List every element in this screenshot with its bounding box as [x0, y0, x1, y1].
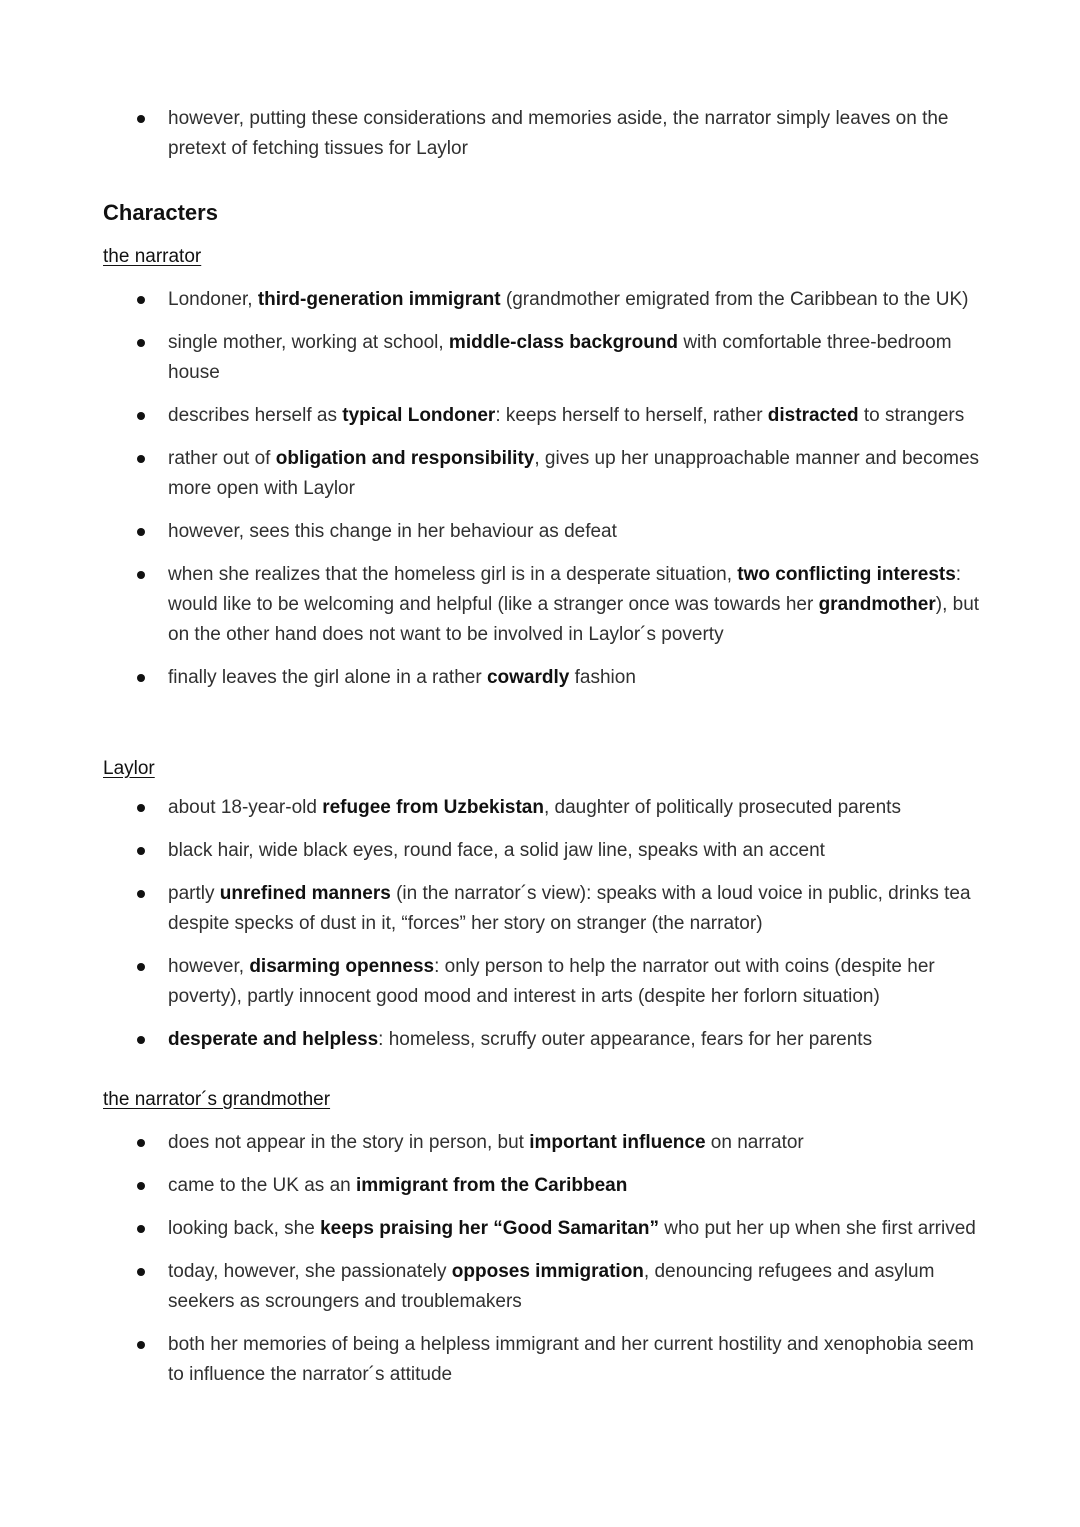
- bold-text-run: desperate and helpless: [168, 1029, 379, 1050]
- section-title-narrator: the narrator: [103, 246, 202, 267]
- text-run: when she realizes that the homeless girl is in a desperate situation,: [168, 564, 738, 585]
- text-run: Londoner,: [168, 289, 258, 310]
- bullet-dot-icon: [137, 339, 145, 347]
- text-run: looking back, she: [168, 1218, 321, 1239]
- text-run: ), but on the other hand does not want to be involved in Laylor´s poverty: [168, 594, 980, 645]
- bullet-dot-icon: [137, 890, 145, 898]
- bold-text-run: third-generation immigrant: [257, 289, 501, 310]
- narrator-list: [0, 285, 1080, 693]
- bullet-item: [0, 401, 1080, 431]
- bullet-dot-icon: [137, 1225, 145, 1233]
- bullet-item: [0, 560, 1080, 650]
- bold-text-run: unrefined manners: [219, 883, 391, 904]
- bullet-dot-icon: [137, 571, 145, 579]
- bold-text-run: immigrant from the Caribbean: [356, 1175, 628, 1196]
- text-run: , daughter of politically prosecuted parents: [543, 797, 901, 818]
- bullet-item: [0, 517, 1080, 547]
- text-run: today, however, she passionately: [168, 1261, 452, 1282]
- bold-text-run: refugee from Uzbekistan: [322, 797, 544, 818]
- bold-text-run: obligation and responsibility: [275, 448, 535, 469]
- text-run: however,: [168, 956, 250, 977]
- laylor-section: [0, 793, 1080, 1068]
- bullet-dot-icon: [137, 847, 145, 855]
- bullet-item: [0, 952, 1080, 1012]
- bold-text-run: important influence: [529, 1132, 706, 1153]
- bold-text-run: disarming openness: [249, 956, 435, 977]
- text-run: (grandmother emigrated from the Caribbean to the UK): [500, 289, 969, 310]
- bold-text-run: opposes immigration: [451, 1261, 644, 1282]
- text-run: : only person to help the narrator out with coins (despite her poverty), partly innocent good mood and interest in arts (despite her forlorn situation): [168, 956, 935, 1007]
- section-title-laylor: Laylor: [103, 758, 155, 779]
- bullet-item: [0, 663, 1080, 693]
- text-run: : would like to be welcoming and helpful (like a stranger once was towards her: [168, 564, 962, 615]
- text-run: : homeless, scruffy outer appearance, fears for her parents: [378, 1029, 873, 1050]
- bullet-dot-icon: [137, 804, 145, 812]
- intro-list: [0, 104, 1080, 164]
- bullet-item: [0, 328, 1080, 388]
- bold-text-run: middle-class background: [448, 332, 679, 353]
- text-run: rather out of: [168, 448, 276, 469]
- text-run: , denouncing refugees and asylum seekers as scroungers and troublemakers: [168, 1261, 935, 1312]
- bold-text-run: cowardly: [486, 667, 570, 688]
- bullet-dot-icon: [137, 115, 145, 123]
- laylor-list: [0, 793, 1080, 1055]
- text-run: finally leaves the girl alone in a rather: [168, 667, 487, 688]
- bullet-dot-icon: [137, 1268, 145, 1276]
- bullet-dot-icon: [137, 1182, 145, 1190]
- text-run: fashion: [569, 667, 636, 688]
- bullet-dot-icon: [137, 296, 145, 304]
- bullet-item: [0, 879, 1080, 939]
- text-run: however, putting these considerations and memories aside, the narrator simply leaves on the pretext of fetching tissues for Laylor: [168, 108, 949, 159]
- intro-section: [0, 104, 1080, 164]
- text-run: single mother, working at school,: [168, 332, 449, 353]
- text-run: both her memories of being a helpless immigrant and her current hostility and xenophobia seem to influence the narrator´s attitude: [168, 1334, 974, 1385]
- bullet-item: [0, 1330, 1080, 1390]
- bullet-item: [0, 1171, 1080, 1201]
- text-run: who put her up when she first arrived: [659, 1218, 976, 1239]
- text-run: , gives up her unapproachable manner and becomes more open with Laylor: [168, 448, 980, 499]
- bullet-item: [0, 1257, 1080, 1317]
- bullet-dot-icon: [137, 412, 145, 420]
- bullet-dot-icon: [137, 1139, 145, 1147]
- grandmother-section: [0, 1128, 1080, 1403]
- bullet-dot-icon: [137, 674, 145, 682]
- bullet-dot-icon: [137, 963, 145, 971]
- text-run: black hair, wide black eyes, round face, a solid jaw line, speaks with an accent: [168, 840, 825, 861]
- narrator-section: [0, 285, 1080, 706]
- section-title-grandmother: the narrator´s grandmother: [103, 1089, 331, 1110]
- bold-text-run: distracted: [767, 405, 859, 426]
- bullet-dot-icon: [137, 455, 145, 463]
- bullet-dot-icon: [137, 1036, 145, 1044]
- bullet-item: [0, 444, 1080, 504]
- text-run: to strangers: [858, 405, 965, 426]
- grandmother-list: [0, 1128, 1080, 1390]
- bullet-item: [0, 1128, 1080, 1158]
- text-run: came to the UK as an: [168, 1175, 356, 1196]
- text-run: however, sees this change in her behaviour as defeat: [168, 521, 617, 542]
- characters-heading: Characters: [103, 200, 218, 225]
- bullet-item: [0, 836, 1080, 866]
- bullet-dot-icon: [137, 1341, 145, 1349]
- text-run: on narrator: [705, 1132, 804, 1153]
- bold-text-run: keeps praising her “Good Samaritan”: [320, 1218, 660, 1239]
- bold-text-run: typical Londoner: [342, 405, 496, 426]
- text-run: about 18-year-old: [168, 797, 323, 818]
- bullet-item: [0, 1025, 1080, 1055]
- text-run: with comfortable three-bedroom house: [168, 332, 952, 383]
- text-run: (in the narrator´s view): speaks with a loud voice in public, drinks tea despite specks of dust in it, “forces” her story on stranger (the narrator): [168, 883, 971, 934]
- text-run: partly: [168, 883, 220, 904]
- text-run: : keeps herself to herself, rather: [495, 405, 768, 426]
- bullet-item: [0, 793, 1080, 823]
- bold-text-run: two conflicting interests: [737, 564, 956, 585]
- bullet-dot-icon: [137, 528, 145, 536]
- bold-text-run: grandmother: [818, 594, 936, 615]
- bullet-item: [0, 285, 1080, 315]
- text-run: does not appear in the story in person, but: [168, 1132, 530, 1153]
- bullet-item: [0, 1214, 1080, 1244]
- text-run: describes herself as: [168, 405, 343, 426]
- bullet-item: [0, 104, 1080, 164]
